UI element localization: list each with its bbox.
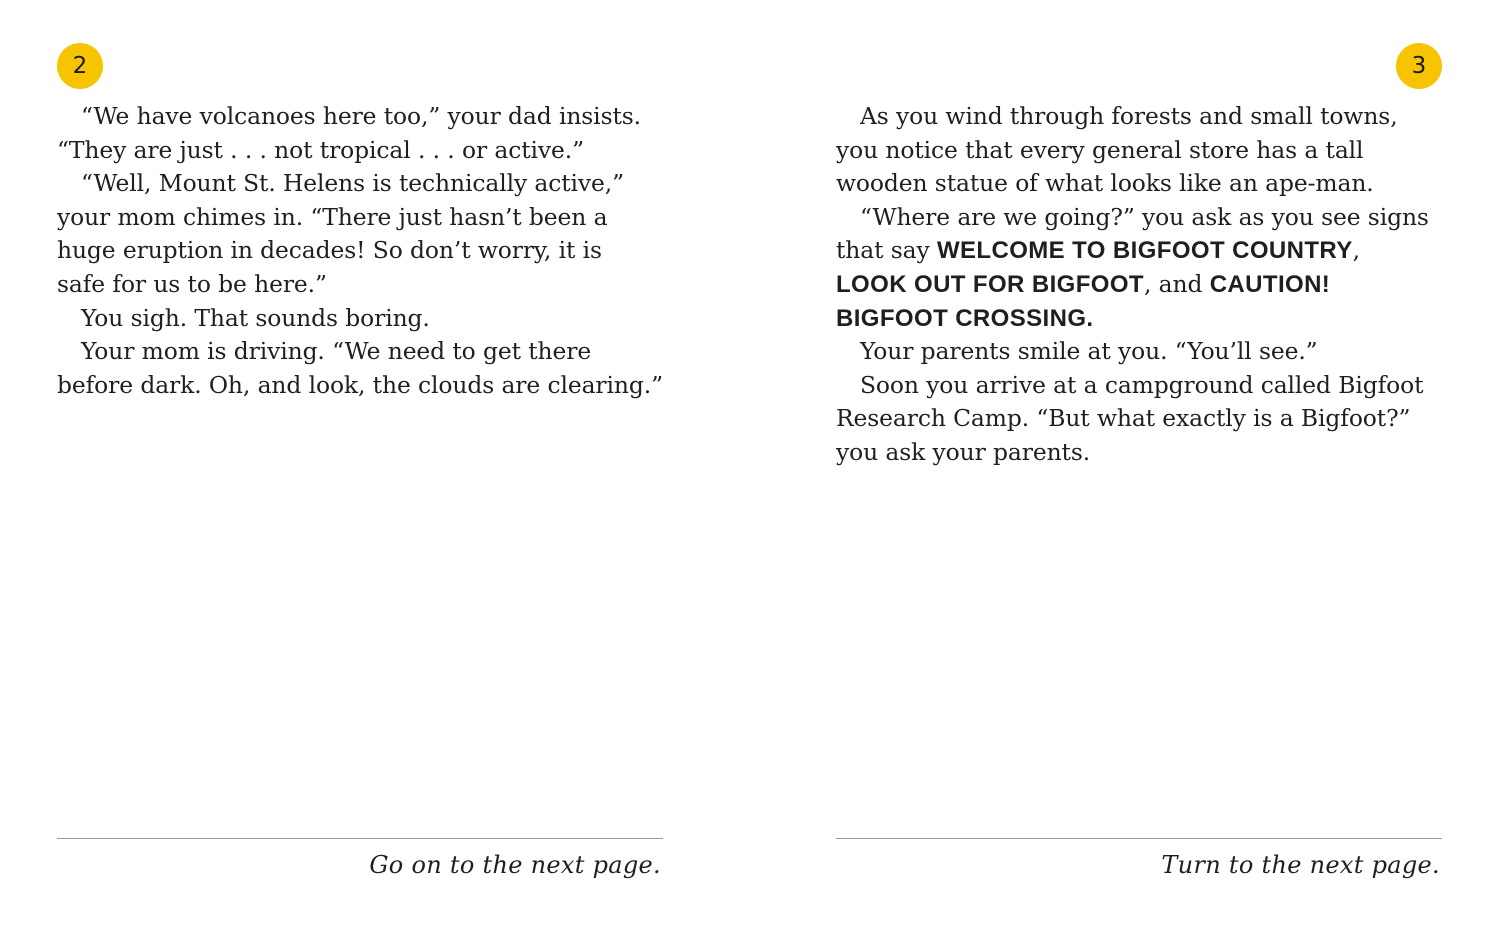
paragraph xyxy=(57,302,663,336)
text-line: As you wind through forests and small towns, xyxy=(860,102,1398,130)
next-page-prompt: Turn to the next page. xyxy=(1161,851,1440,879)
text-line: you ask your parents. xyxy=(836,437,1091,466)
page-number-badge: 2 xyxy=(57,43,103,89)
text-line: Research Camp. “But what exactly is a Bigfoot?” xyxy=(836,404,1411,433)
text-line: wooden statue of what looks like an ape-man. xyxy=(836,169,1374,198)
page-number-badge: 3 xyxy=(1396,43,1442,89)
text-line: your mom chimes in. “There just hasn’t been a xyxy=(57,202,608,231)
inline-text: , and xyxy=(1143,269,1210,298)
text-line: Soon you arrive at a campground called Bigfoot xyxy=(860,370,1424,399)
text-line: You sigh. That sounds boring. xyxy=(81,303,430,332)
right-page xyxy=(836,0,1442,948)
paragraph xyxy=(836,335,1442,369)
road-sign-text: CAUTION! xyxy=(1209,270,1331,298)
road-sign-text: BIGFOOT CROSSING. xyxy=(836,304,1094,332)
text-line: Your mom is driving. “We need to get there xyxy=(81,337,592,366)
right-page-body xyxy=(836,100,1442,470)
left-page xyxy=(57,0,663,948)
text-line: “Where are we going?” you ask as you see signs xyxy=(860,202,1429,231)
paragraph xyxy=(57,167,663,301)
paragraph xyxy=(57,100,663,167)
paragraph xyxy=(836,201,1442,335)
left-page-body xyxy=(57,100,663,402)
text-line: huge eruption in decades! So don’t worry, it is xyxy=(57,236,602,265)
text-line: before dark. Oh, and look, the clouds are clearing.” xyxy=(57,370,663,399)
footer-divider xyxy=(57,838,663,839)
text-line xyxy=(836,302,1442,336)
next-page-prompt: Go on to the next page. xyxy=(369,851,661,879)
text-line: you notice that every general store has a tall xyxy=(836,135,1364,164)
footer-divider xyxy=(836,838,1442,839)
text-line xyxy=(836,268,1442,302)
paragraph xyxy=(836,100,1442,201)
inline-text: that say xyxy=(836,236,937,265)
text-line: safe for us to be here.” xyxy=(57,269,327,298)
text-line: Your parents smile at you. “You’ll see.” xyxy=(860,337,1318,366)
text-line: “They are just . . . not tropical . . . or active.” xyxy=(57,135,584,164)
paragraph xyxy=(57,335,663,402)
road-sign-text: LOOK OUT FOR BIGFOOT xyxy=(836,270,1144,298)
text-line xyxy=(836,234,1442,268)
road-sign-text: WELCOME TO BIGFOOT COUNTRY xyxy=(936,237,1353,265)
paragraph xyxy=(836,369,1442,470)
text-line: “Well, Mount St. Helens is technically active,” xyxy=(81,169,624,198)
inline-text: , xyxy=(1352,236,1361,265)
text-line: “We have volcanoes here too,” your dad insists. xyxy=(81,102,642,130)
